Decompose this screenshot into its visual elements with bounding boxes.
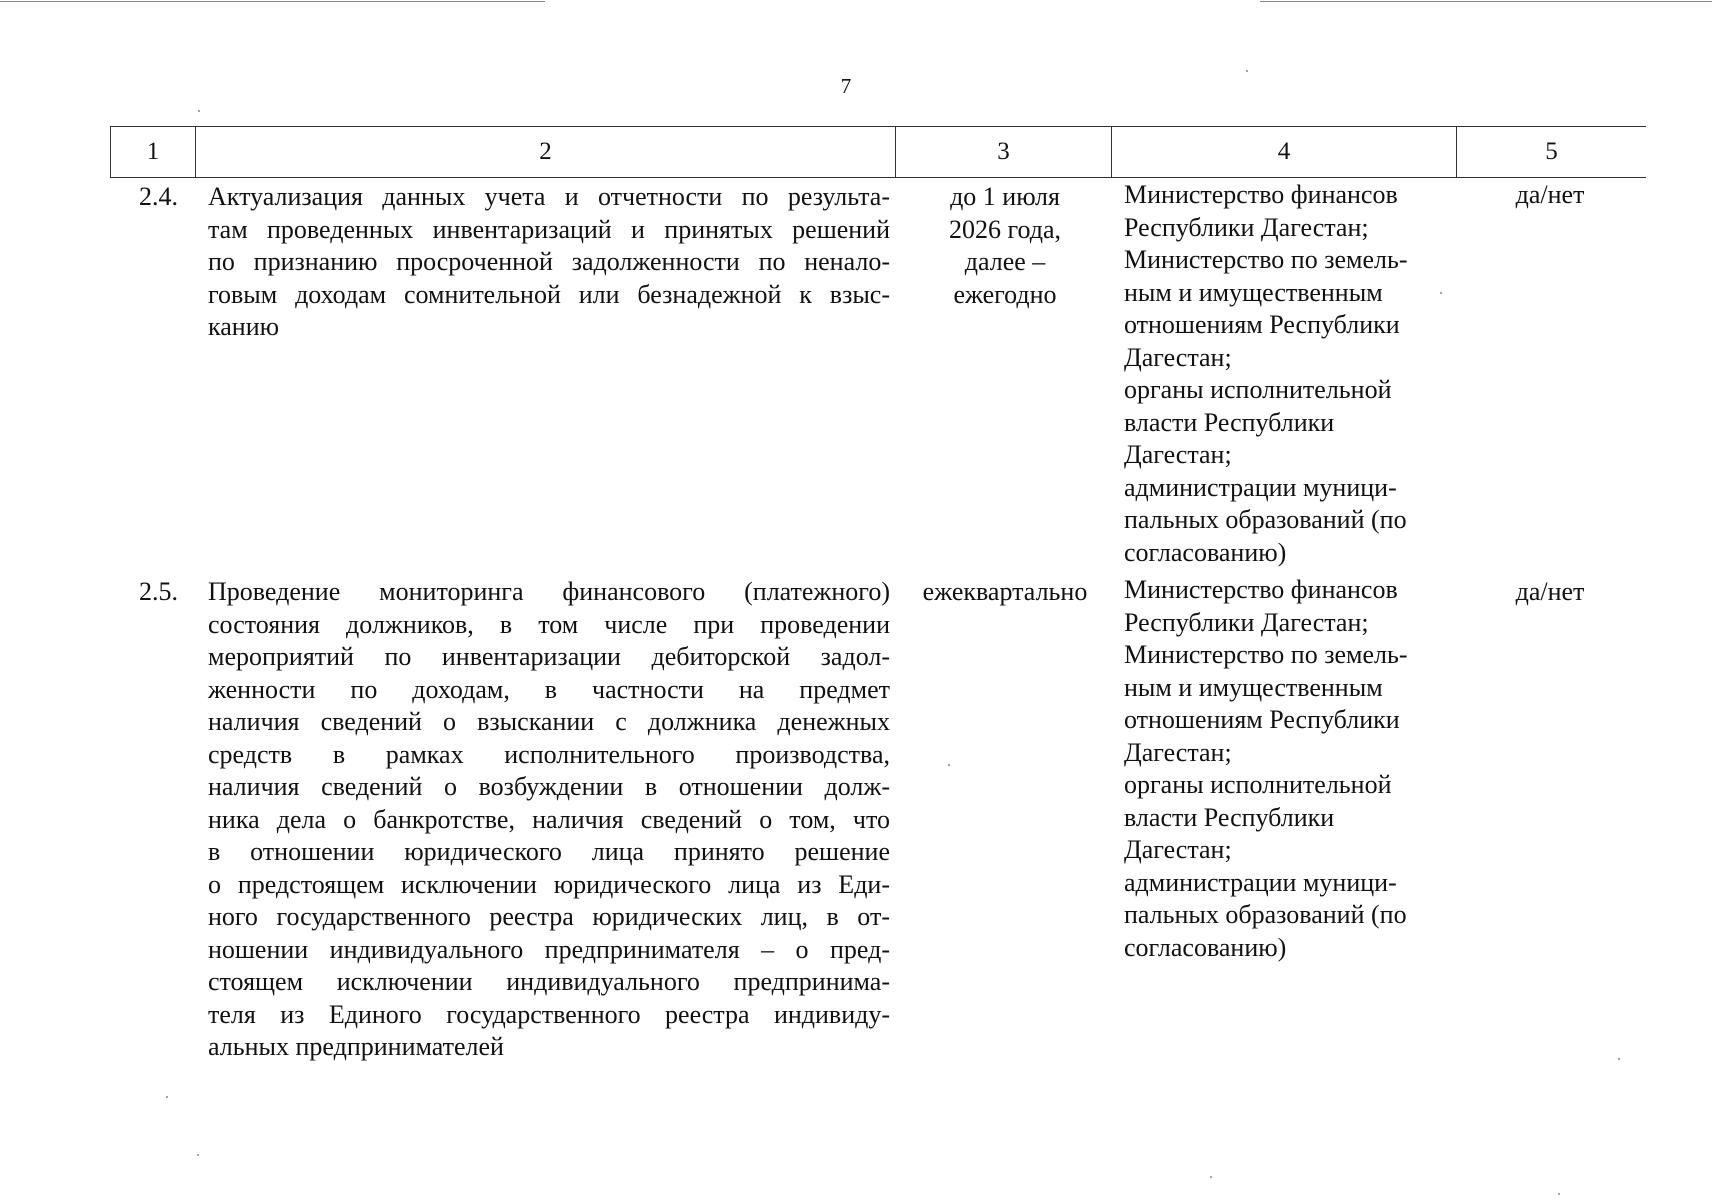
row-description bbox=[208, 181, 890, 344]
executor-line: Министерство по земель- bbox=[1124, 640, 1408, 669]
row-number: 2.4. bbox=[139, 182, 178, 211]
executor-line: администрации муници- bbox=[1124, 472, 1397, 502]
header-cell-1: 1 bbox=[146, 138, 160, 165]
description-line: состояния должников, в том числе при проведении bbox=[208, 609, 890, 639]
row-executors bbox=[1124, 179, 1454, 569]
executor-line: Дагестан; bbox=[1124, 737, 1232, 767]
page-number: 7 bbox=[840, 74, 852, 98]
executor-line: отношениям Республики bbox=[1124, 705, 1400, 734]
row-deadline bbox=[896, 181, 1114, 311]
description-line: Актуализация данных учета и отчетности по результа- bbox=[208, 182, 890, 211]
description-line: по признанию просроченной задолженности по ненало- bbox=[208, 247, 890, 276]
executor-line: органы исполнительной bbox=[1124, 770, 1392, 799]
deadline-line: ежегодно bbox=[953, 279, 1057, 309]
executor-line: Республики Дагестан; bbox=[1124, 607, 1369, 637]
description-line: канию bbox=[208, 312, 280, 341]
description-line: ного государственного реестра юридических лиц, в от- bbox=[208, 902, 890, 931]
executor-line: согласованию) bbox=[1124, 932, 1287, 962]
scan-speck bbox=[948, 764, 950, 766]
executor-line: согласованию) bbox=[1124, 537, 1287, 567]
deadline-line: до 1 июля bbox=[950, 182, 1060, 211]
executor-line: Дагестан; bbox=[1124, 342, 1232, 372]
scan-edge-line bbox=[0, 1, 545, 2]
description-line: наличия сведений о взыскании с должника денежных bbox=[208, 707, 890, 736]
executor-line: Министерство по земель- bbox=[1124, 245, 1408, 274]
description-line: мероприятий по инвентаризации дебиторской задол- bbox=[208, 642, 890, 671]
row-result: да/нет bbox=[1515, 577, 1585, 606]
header-cell-3: 3 bbox=[997, 138, 1010, 165]
deadline-line: далее – bbox=[964, 247, 1046, 276]
header-cell-2: 2 bbox=[539, 138, 552, 165]
scan-speck bbox=[1618, 1058, 1620, 1060]
executor-line: администрации муници- bbox=[1124, 867, 1397, 897]
description-line: о предстоящем исключении юридического лица из Еди- bbox=[208, 869, 890, 899]
deadline-line: 2026 года, bbox=[948, 214, 1062, 244]
executor-line: Дагестан; bbox=[1124, 440, 1232, 469]
description-line: средств в рамках исполнительного производства, bbox=[208, 739, 890, 769]
description-line: теля из Единого государственного реестра индивиду- bbox=[208, 999, 890, 1029]
executor-line: Министерство финансов bbox=[1124, 575, 1398, 604]
scan-speck bbox=[1558, 1193, 1560, 1195]
executor-line: пальных образований (по bbox=[1124, 900, 1407, 929]
description-line: ношении индивидуального предпринимателя – о пред- bbox=[208, 934, 890, 964]
description-line: ника дела о банкротстве, наличия сведений о том, что bbox=[208, 804, 890, 834]
description-line: Проведение мониторинга финансового (платежного) bbox=[208, 577, 890, 606]
executor-line: ным и имущественным bbox=[1124, 672, 1383, 702]
row-deadline bbox=[896, 576, 1114, 609]
executor-line: отношениям Республики bbox=[1124, 310, 1400, 339]
scan-speck bbox=[1440, 292, 1442, 294]
description-line: там проведенных инвентаризаций и принятых решений bbox=[208, 214, 890, 244]
scan-speck bbox=[166, 1096, 168, 1098]
header-cell-4: 4 bbox=[1277, 138, 1291, 165]
description-line: в отношении юридического лица принято решение bbox=[208, 837, 890, 866]
description-line: наличия сведений о возбуждении в отношении долж- bbox=[208, 772, 890, 801]
scan-edge-line bbox=[1260, 1, 1712, 2]
description-line: говым доходам сомнительной или безнадежной к взыс- bbox=[208, 279, 890, 309]
executor-line: Республики Дагестан; bbox=[1124, 212, 1369, 242]
description-line: альных предпринимателей bbox=[208, 1032, 504, 1061]
executor-line: ным и имущественным bbox=[1124, 277, 1383, 307]
executor-line: пальных образований (по bbox=[1124, 505, 1407, 534]
scan-speck bbox=[198, 110, 200, 112]
executor-line: Министерство финансов bbox=[1124, 180, 1398, 209]
executor-line: власти Республики bbox=[1124, 802, 1335, 832]
row-executors bbox=[1124, 574, 1454, 964]
executor-line: власти Республики bbox=[1124, 407, 1335, 437]
executor-line: Дагестан; bbox=[1124, 835, 1232, 864]
scan-speck bbox=[1246, 70, 1248, 72]
scan-speck bbox=[1210, 1176, 1212, 1178]
row-description bbox=[208, 576, 890, 1064]
description-line: женности по доходам, в частности на предмет bbox=[208, 674, 890, 704]
deadline-line: ежеквартально bbox=[922, 577, 1088, 606]
row-number: 2.5. bbox=[139, 577, 178, 606]
description-line: стоящем исключении индивидуального предпринима- bbox=[208, 967, 890, 996]
scan-speck bbox=[197, 1154, 199, 1156]
table-header-border bbox=[110, 177, 1646, 178]
header-cell-5: 5 bbox=[1545, 138, 1558, 165]
row-result: да/нет bbox=[1515, 180, 1585, 209]
executor-line: органы исполнительной bbox=[1124, 375, 1392, 404]
